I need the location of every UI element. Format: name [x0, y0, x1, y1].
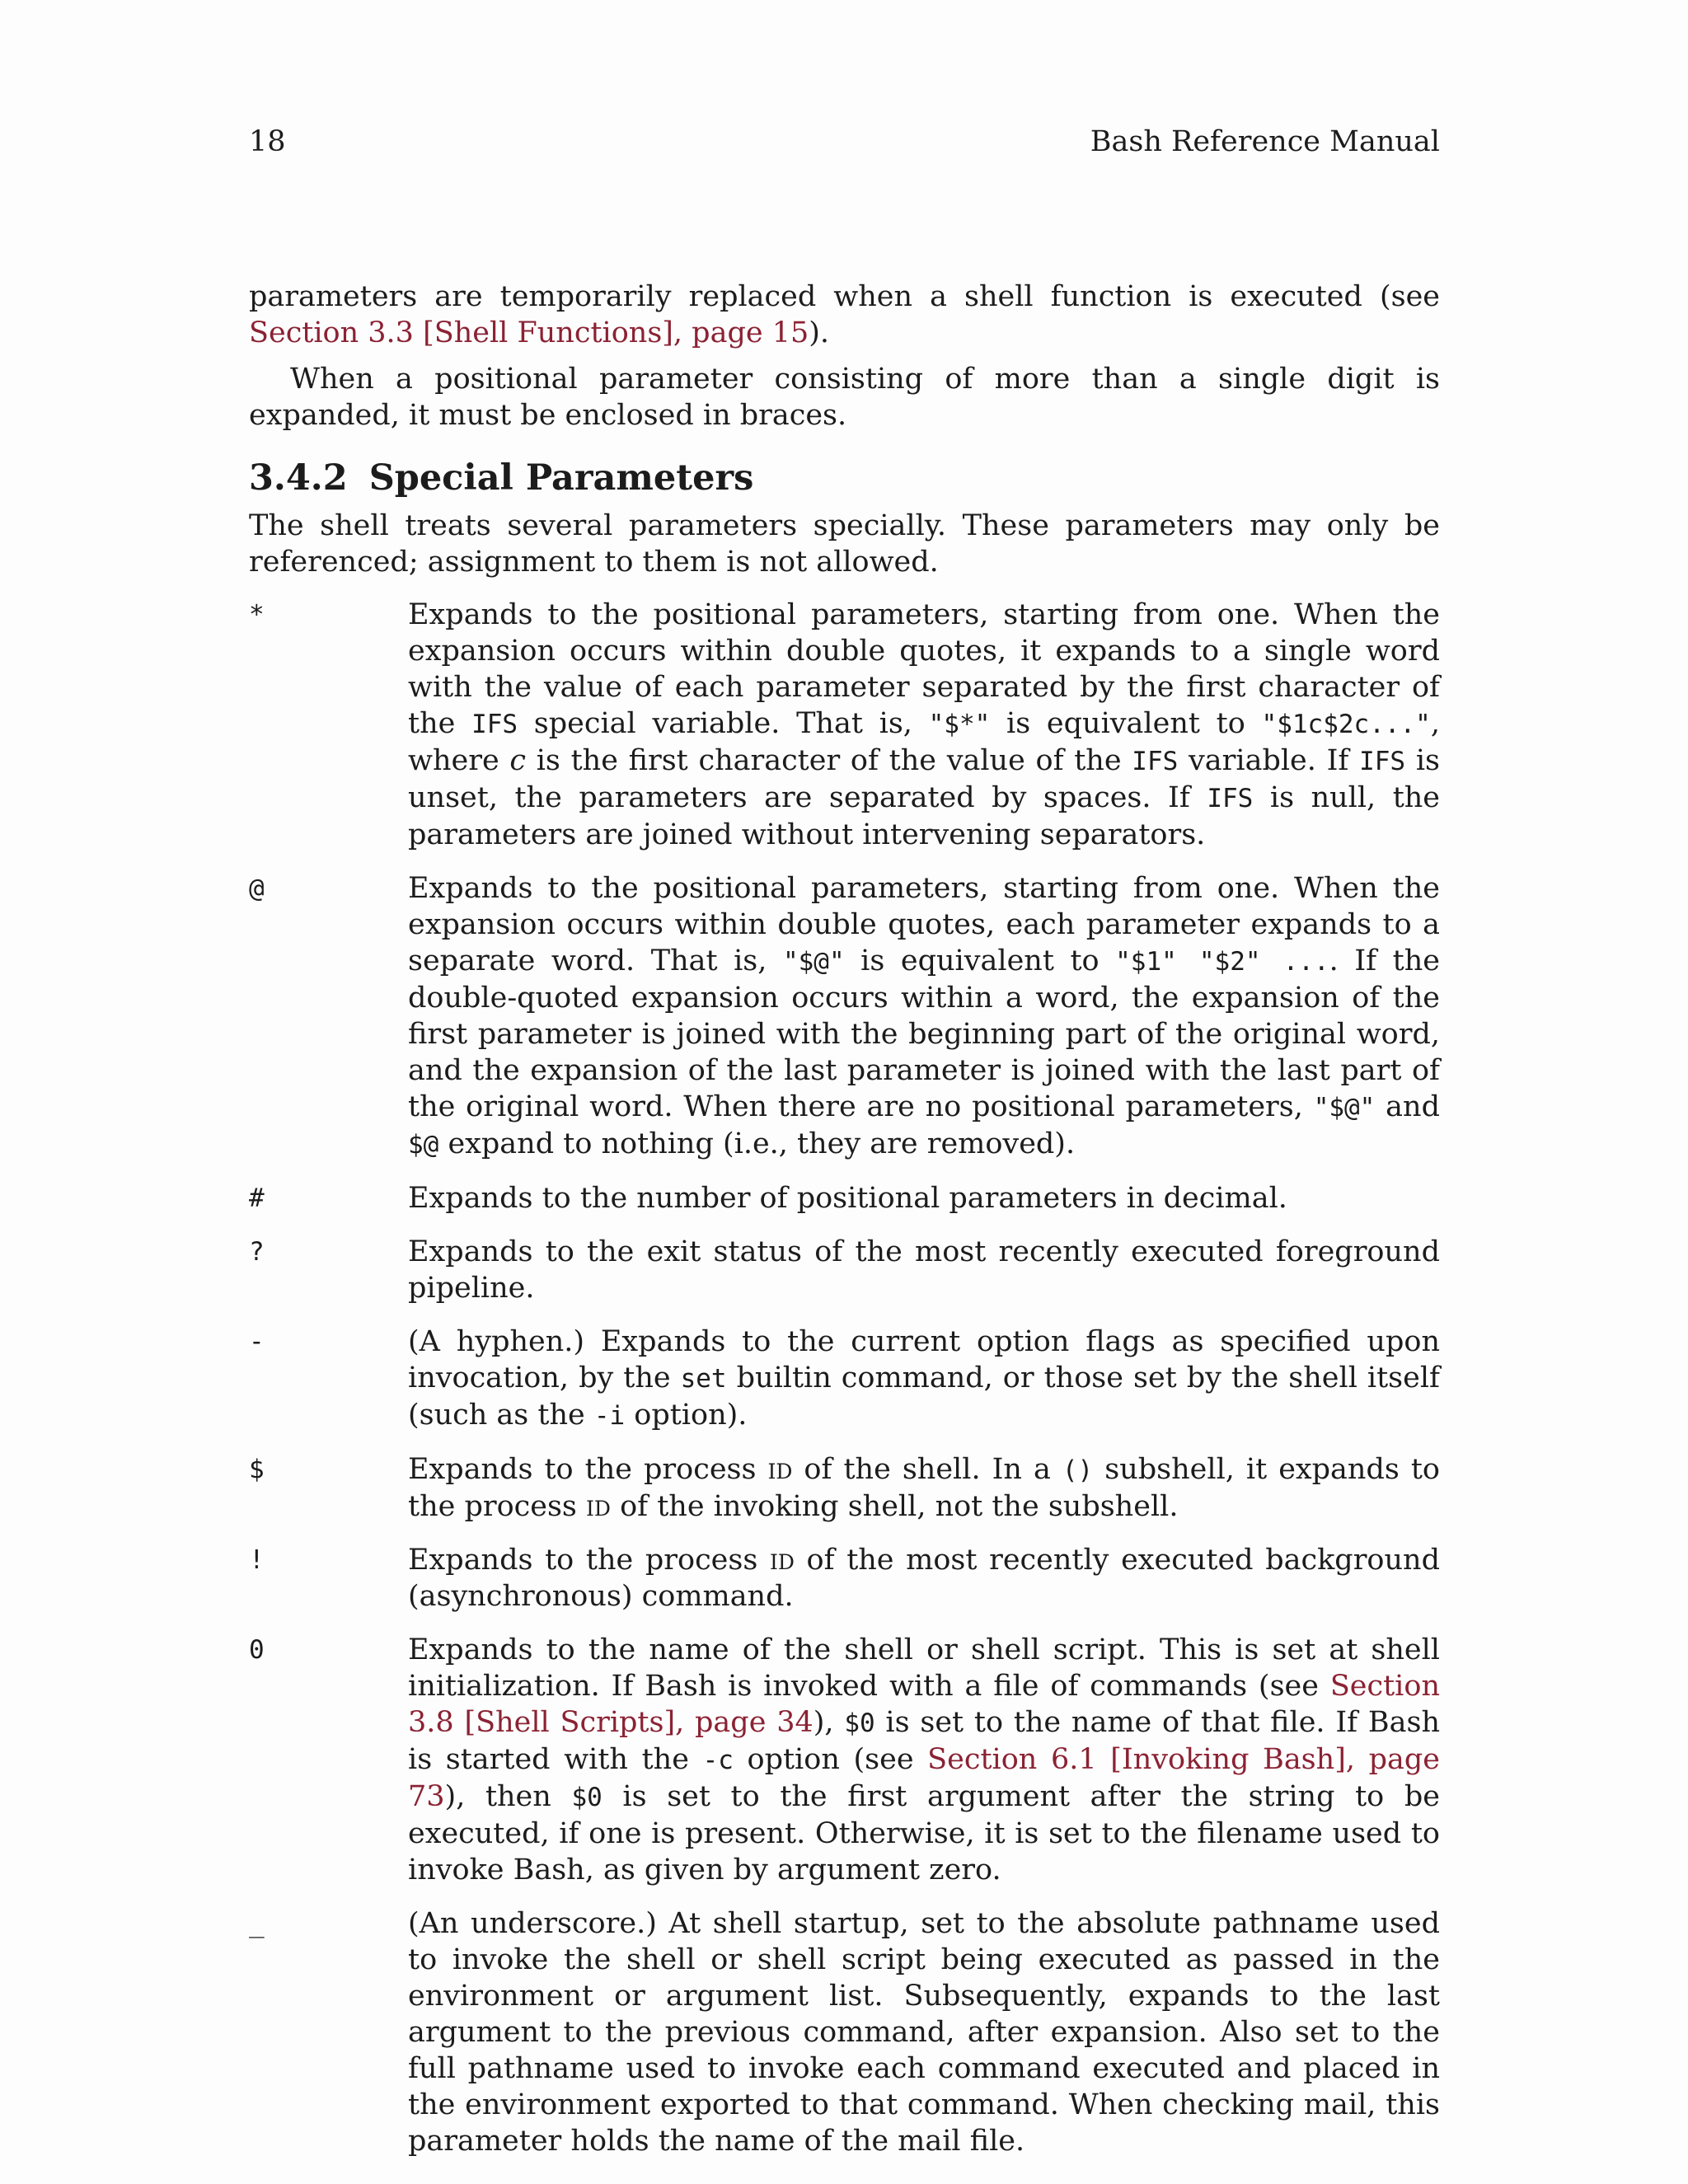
param-zero — [249, 1632, 1440, 1888]
param-description: (An underscore.) At shell startup, set to the absolute pathname used to invoke the shell or shell script being executed as passed in the environment or argument list. Subsequently, expands to the last argument to the previous command, after expansion. Also set to the full pathname used to invoke each command executed and placed in the environment exported to that command. When checking mail, this parameter holds the name of the mail file. — [408, 1907, 1440, 2158]
page-header — [249, 124, 1440, 160]
param-description: Expands to the process id of the most recently executed background (asynchronous) command. — [408, 1544, 1440, 1613]
param-at — [249, 870, 1440, 1163]
param-hash — [249, 1180, 1440, 1216]
param-term: - — [249, 1327, 265, 1357]
page-body — [249, 279, 1440, 2159]
param-dollar — [249, 1451, 1440, 1525]
param-term: $ — [249, 1455, 265, 1484]
param-question — [249, 1234, 1440, 1306]
section-title: Special Parameters — [368, 457, 754, 499]
page-number: 18 — [249, 125, 286, 158]
param-description: Expands to the process id of the shell. In a () subshell, it expands to the process id of the invoking shell, not the subshell. — [408, 1453, 1440, 1523]
param-term: _ — [249, 1909, 265, 1938]
param-term: 0 — [249, 1635, 265, 1665]
param-description: Expands to the number of positional parameters in decimal. — [408, 1182, 1287, 1215]
param-description: Expands to the positional parameters, starting from one. When the expansion occurs within double quotes, each parameter expands to a separate word. That is, "$@" is equivalent to "$1" "$2" .... If the double-quoted expansion occurs within a word, the expansion of the first parameter is joined with the beginning part of the original word, and the expansion of the last parameter is joined with the last part of the original word. When there are no positional parameters, "$@" and $@ expand to nothing (i.e., they are removed). — [408, 872, 1440, 1160]
param-bang — [249, 1542, 1440, 1615]
running-title: Bash Reference Manual — [1090, 125, 1440, 158]
param-underscore — [249, 1905, 1440, 2159]
section-intro: The shell treats several parameters specially. These parameters may only be referenced; assignment to them is not allowed. — [249, 509, 1440, 579]
link-invoking-bash[interactable]: Section 6.1 [Invoking Bash], page 73 — [408, 1743, 1440, 1813]
link-shell-scripts[interactable]: Section 3.8 [Shell Scripts], page 34 — [408, 1670, 1440, 1739]
page — [249, 124, 1440, 2177]
param-term: @ — [249, 874, 265, 903]
intro-paragraph-1: parameters are temporarily replaced when a shell function is executed (see Section 3.3 [Shell Functions], page 15). — [249, 280, 1440, 349]
link-shell-functions[interactable]: Section 3.3 [Shell Functions], page 15 — [249, 316, 809, 349]
section-number: 3.4.2 — [249, 457, 348, 499]
param-description: Expands to the name of the shell or shell script. This is set at shell initialization. If Bash is invoked with a file of commands (see Section 3.8 [Shell Scripts], page 34), $0 is set to the name of that file. If Bash is started with the -c option (see Section 6.1 [Invoking Bash], page 73), then $0 is set to the first argument after the string to be executed, if one is present. Otherwise, it is set to the filename used to invoke Bash, as given by argument zero. — [408, 1633, 1441, 1886]
param-term: ! — [249, 1545, 265, 1575]
param-term: # — [249, 1183, 265, 1213]
param-star — [249, 597, 1440, 853]
param-description: Expands to the positional parameters, starting from one. When the expansion occurs within double quotes, it expands to a single word with the value of each parameter separated by the first character of the IFS special variable. That is, "$*" is equivalent to "$1c$2c...", where c is the first character of the value of the IFS variable. If IFS is unset, the parameters are separated by spaces. If IFS is null, the parameters are joined without intervening separators. — [408, 598, 1441, 851]
param-description: (A hyphen.) Expands to the current option flags as specified upon invocation, by the set builtin command, or those set by the shell itself (such as the -i option). — [408, 1325, 1440, 1432]
special-parameters-list — [249, 597, 1440, 2159]
intro-paragraph-2: When a positional parameter consisting of more than a single digit is expanded, it must be enclosed in braces. — [249, 363, 1440, 432]
section-heading — [249, 457, 1440, 499]
param-hyphen — [249, 1324, 1440, 1434]
param-term: ? — [249, 1237, 265, 1267]
param-term: * — [249, 600, 265, 630]
param-description: Expands to the exit status of the most recently executed foreground pipeline. — [408, 1235, 1440, 1305]
